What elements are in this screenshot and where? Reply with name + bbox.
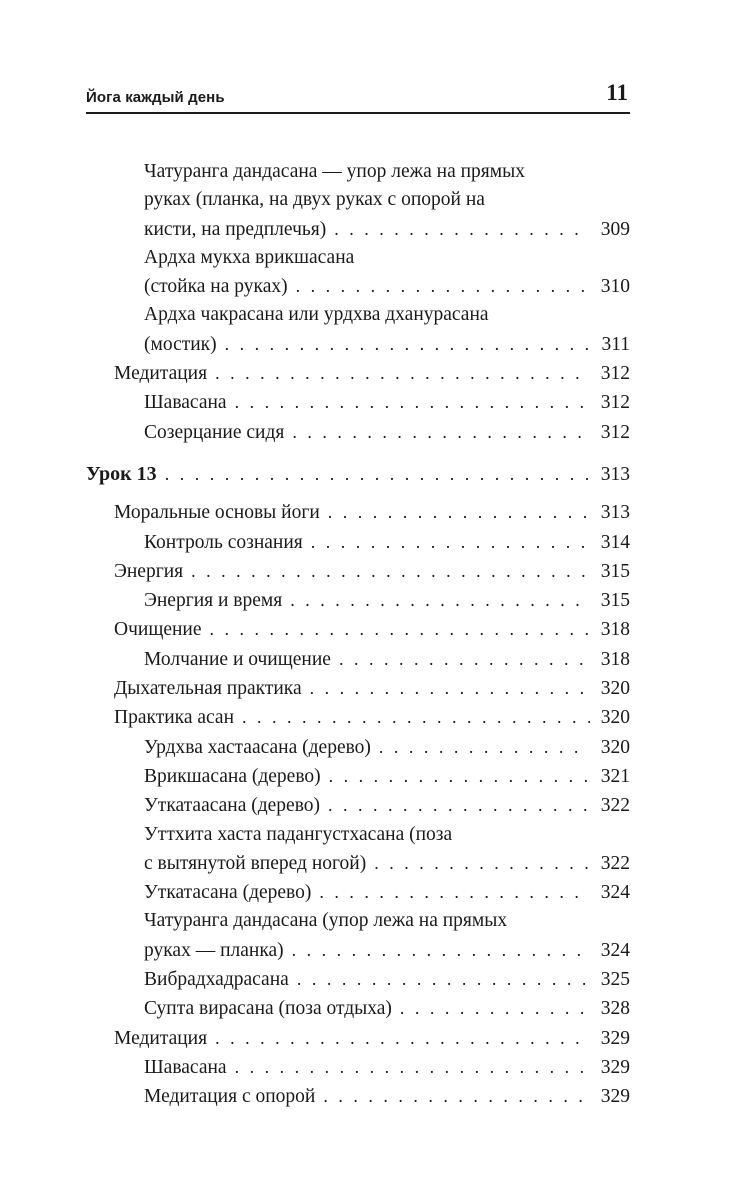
toc-entry-page: 312 [600,363,630,385]
toc-entry-page: 309 [600,218,630,240]
toc-entry-page: 324 [600,939,630,961]
toc-entry-title: Контроль сознания [144,531,303,553]
toc-entry-urdhva-hastasana[interactable] [86,733,630,762]
toc-entry-page: 313 [600,502,630,524]
page-number: 11 [606,80,628,105]
toc-entry-ardha-chakrasana[interactable] [86,301,630,359]
toc-entry-silence[interactable] [86,645,630,674]
toc-entry-title: Созерцание сидя [144,421,285,443]
dot-leader [215,1024,590,1052]
dot-leader [297,965,590,993]
dot-leader [323,1082,590,1110]
dot-leader [339,645,590,673]
dot-leader [242,703,590,731]
toc-entry-page: 322 [600,795,630,817]
toc-entry-page: 324 [600,882,630,904]
toc-entry-page: 320 [600,678,630,700]
toc-entry-page: 329 [600,1056,630,1078]
toc-entry-title: Энергия и время [144,590,283,612]
dot-leader [334,215,590,243]
toc-entry-title: Урдхва хастаасана (дерево) [144,736,371,758]
toc-entry-title: (мостик) [144,333,217,355]
dot-leader [235,388,590,416]
toc-entry-line: Ардха мукха врикшасана [144,246,355,268]
dot-leader [296,272,590,300]
toc-entry-title: Медитация [114,1027,208,1049]
book-title: Йога каждый день [86,89,225,106]
toc-entry-utkatasana[interactable] [86,878,630,907]
toc-entry-page: 312 [600,421,630,443]
toc-entry-page: 328 [600,998,630,1020]
toc-entry-title: Уткатасана (дерево) [144,882,312,904]
toc-entry-page: 312 [600,392,630,414]
toc-lesson-heading[interactable] [86,460,630,489]
toc-entry-ardha-mukha[interactable] [86,244,630,302]
toc-entry-utkataasana[interactable] [86,791,630,820]
dot-leader [292,936,590,964]
toc-entry-title: Врикшасана (дерево) [144,765,321,787]
dot-leader [235,1053,590,1081]
toc-entry-page: 329 [600,1086,630,1108]
toc-entry-page: 329 [600,1027,630,1049]
toc-entry-page: 322 [600,852,630,874]
toc-entry-page: 318 [600,619,630,641]
toc-entry-title: Шавасана [144,392,227,414]
toc-entry-title: Медитация с опорой [144,1086,316,1108]
toc-entry-page: 320 [600,707,630,729]
toc-entry-title: Супта вирасана (поза отдыха) [144,998,392,1020]
toc-entry-energy-time[interactable] [86,586,630,615]
toc-entry-meditation[interactable] [86,359,630,388]
lesson-title: Урок 13 [86,462,157,485]
toc-entry-title: с вытянутой вперед ногой) [144,852,367,874]
lesson-page: 313 [600,463,630,485]
toc-entry-title: Очищение [114,619,202,641]
dot-leader [290,586,590,614]
toc-entry-line: руках (планка, на двух руках с опорой на [144,189,485,211]
toc-entry-title: (стойка на руках) [144,276,288,298]
toc-entry-line: Уттхита хаста падангустхасана (поза [144,823,453,845]
toc-entry-title: Шавасана [144,1056,227,1078]
toc-entry-page: 315 [600,560,630,582]
toc-entry-line: Чатуранга дандасана — упор лежа на прямых [144,161,525,182]
toc-entry-supported-meditation[interactable] [86,1082,630,1111]
toc-entry-utthita-hasta[interactable] [86,821,630,879]
dot-leader [210,615,590,643]
toc-entry-chaturanga[interactable] [86,158,630,244]
header-rule [86,112,630,114]
toc-entry-contemplation[interactable] [86,418,630,447]
toc-entry-breathing[interactable] [86,674,630,703]
toc-entry-title: руках — планка) [144,939,284,961]
toc-entry-title: Вибрадхадрасана [144,969,289,991]
toc-entry-page: 325 [600,969,630,991]
toc-entry-shavasana-2[interactable] [86,1053,630,1082]
dot-leader [328,498,590,526]
toc-entry-mind-control[interactable] [86,528,630,557]
toc-entry-vrikshasana[interactable] [86,762,630,791]
toc-entry-moral-foundations[interactable] [86,498,630,527]
dot-leader [400,994,590,1022]
toc-entry-title: Энергия [114,560,184,582]
toc-entry-title: Дыхательная практика [114,678,302,700]
toc-entry-vibradhadrasana[interactable] [86,965,630,994]
dot-leader [319,878,590,906]
dot-leader [310,674,590,702]
toc-entry-page: 318 [600,648,630,670]
toc-entry-page: 320 [600,736,630,758]
toc-entry-title: Моральные основы йоги [114,502,320,524]
dot-leader [379,733,590,761]
toc-entry-page: 310 [600,276,630,298]
dot-leader [292,418,590,446]
dot-leader [311,528,590,556]
running-header [86,74,630,114]
toc-entry-page: 315 [600,590,630,612]
toc-entry-cleansing[interactable] [86,615,630,644]
toc-entry-title: кисти, на предплечья) [144,218,327,240]
toc-entry-line: Ардха чакрасана или урдхва дханурасана [144,304,489,326]
toc-entry-asana-practice[interactable] [86,703,630,732]
toc-entry-title: Практика асан [114,707,235,729]
toc-entry-title: Уткатаасана (дерево) [144,795,321,817]
table-of-contents [86,158,630,1112]
toc-entry-title: Молчание и очищение [144,648,331,670]
toc-entry-page: 311 [601,333,630,355]
dot-leader [165,460,590,488]
toc-entry-page: 321 [600,765,630,787]
dot-leader [329,762,590,790]
dot-leader [215,359,590,387]
toc-entry-line: Чатуранга дандасана (упор лежа на прямых [144,910,508,932]
dot-leader [374,849,590,877]
dot-leader [191,557,590,585]
toc-entry-title: Медитация [114,363,208,385]
toc-entry-meditation-2[interactable] [86,1024,630,1053]
toc-entry-supta-virasana[interactable] [86,994,630,1023]
toc-entry-shavasana[interactable] [86,388,630,417]
toc-entry-page: 314 [600,531,630,553]
toc-entry-chaturanga-plank[interactable] [86,907,630,965]
toc-entry-energy[interactable] [86,557,630,586]
dot-leader [328,791,590,819]
dot-leader [225,330,590,358]
